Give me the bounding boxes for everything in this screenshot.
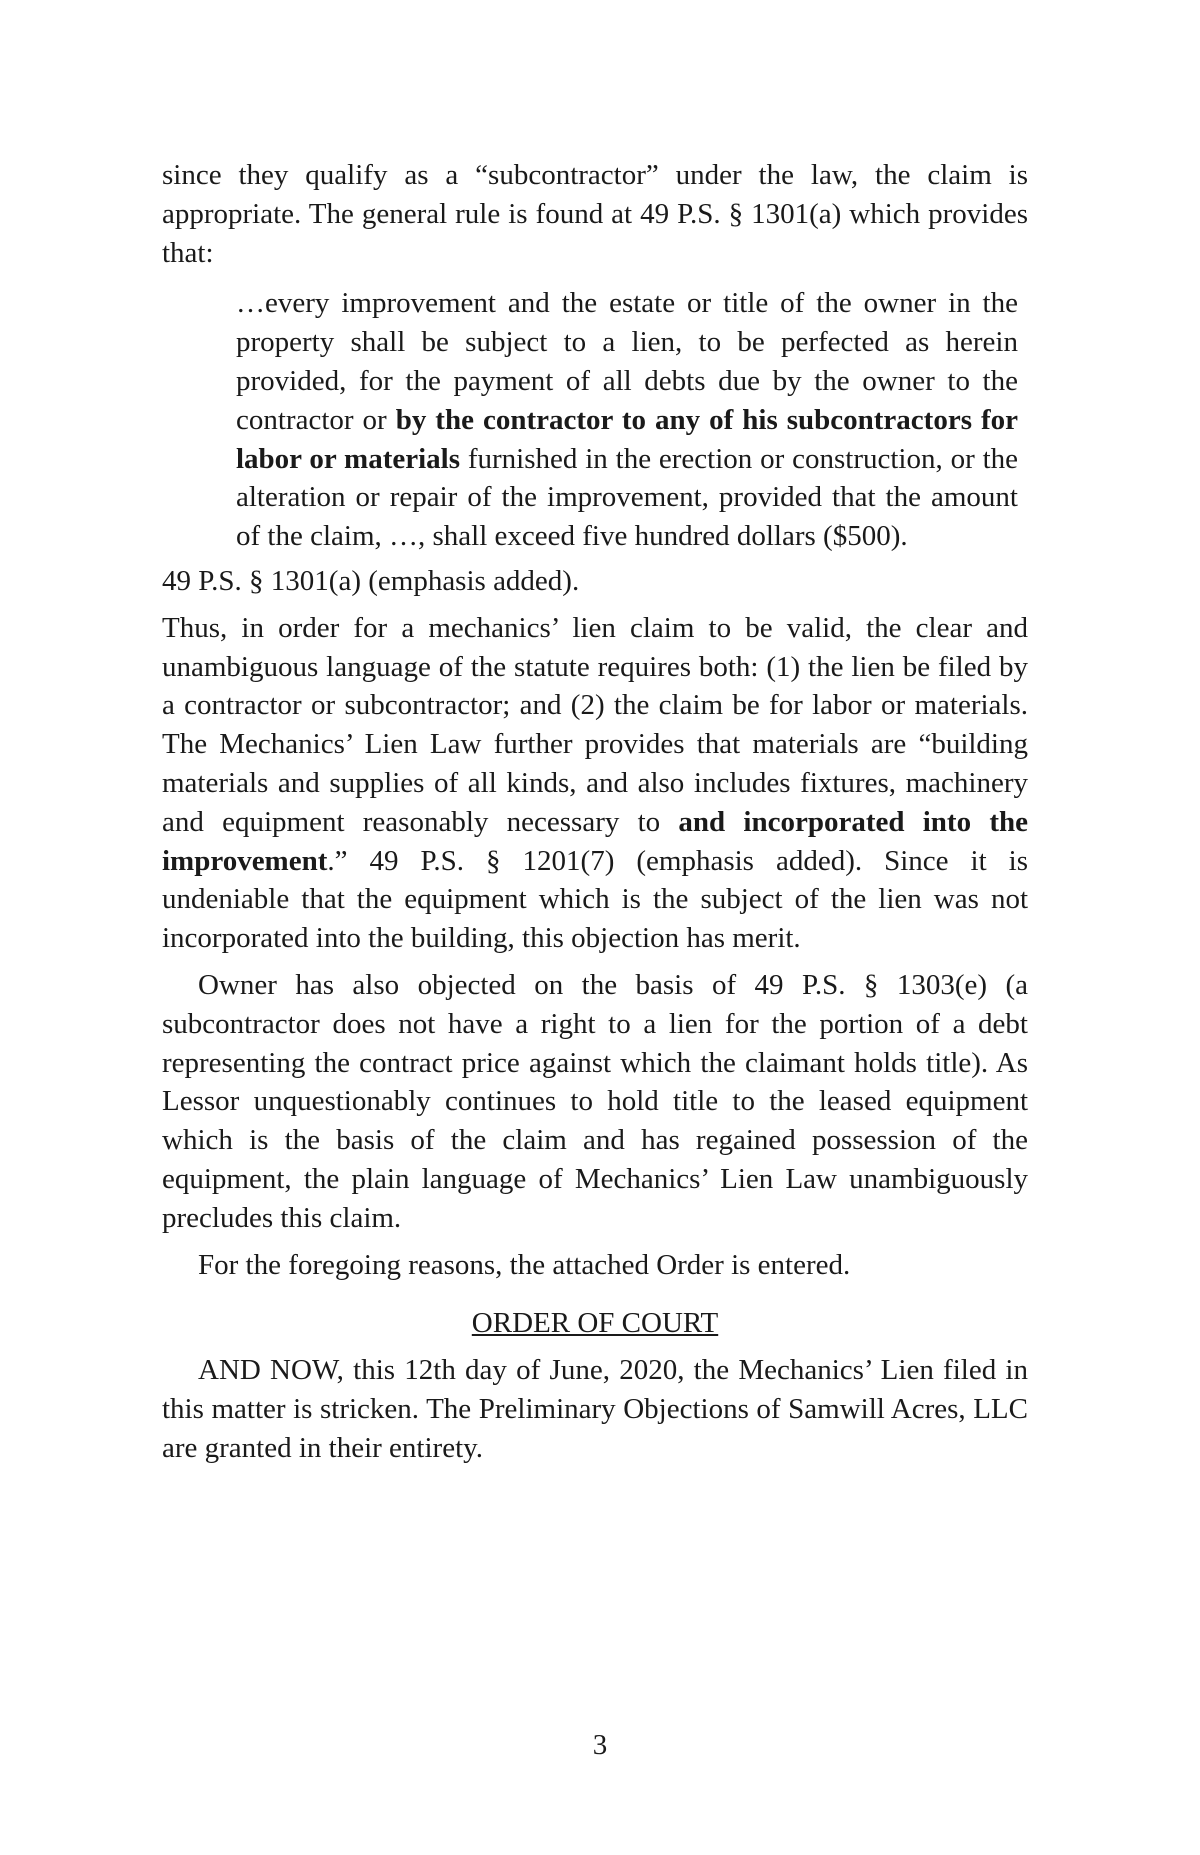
block-quote	[236, 284, 1018, 556]
thus-emphasis: and incorporated into the improvement	[162, 805, 1028, 877]
quote-text-end: furnished in the erection or construction, or the alteration or repair of the improvement, provided that the amount of the claim, …, shall exceed five hundred dollars ($500).	[236, 442, 1018, 553]
quote-emphasis: by the contractor to any of his subcontractors for labor or materials	[236, 403, 1018, 475]
owner-paragraph: Owner has also objected on the basis of 49 P.S. § 1303(e) (a subcontractor does not have a right to a lien for the portion of a debt representing the contract price against which the claimant holds title). As Lessor unquestionably continues to hold title to the leased equipment which is the basis of the claim and has regained possession of the equipment, the plain language of Mechanics’ Lien Law unambiguously precludes this claim.	[162, 968, 1028, 1234]
quote-citation: 49 P.S. § 1301(a) (emphasis added).	[162, 564, 580, 597]
quote-text-start: …every improvement and the estate or title of the owner in the property shall be subject to a lien, to be perfected as herein provided, for the payment of all debts due by the owner to the contractor or	[236, 287, 1018, 436]
intro-paragraph: since they qualify as a “subcontractor” under the law, the claim is appropriate. The general rule is found at 49 P.S. § 1301(a) which provides that:	[162, 159, 1028, 269]
foregoing-paragraph: For the foregoing reasons, the attached Order is entered.	[198, 1248, 851, 1281]
order-heading: ORDER OF COURT	[471, 1307, 719, 1340]
order-paragraph: AND NOW, this 12th day of June, 2020, the Mechanics’ Lien filed in this matter is stricken. The Preliminary Objections of Samwill Acres, LLC are granted in their entirety.	[162, 1354, 1028, 1464]
thus-paragraph	[162, 609, 1028, 958]
page-number: 3	[592, 1729, 608, 1761]
thus-text-start: Thus, in order for a mechanics’ lien claim to be valid, the clear and unambiguous language of the statute requires both: (1) the lien be filed by a contractor or subcontractor; and (2) the claim be for labor or materials. The Mechanics’ Lien Law further provides that materials are “building materials and supplies of all kinds, and also includes fixtures, machinery and equipment reasonably necessary to	[162, 611, 1028, 838]
thus-text-end: .” 49 P.S. § 1201(7) (emphasis added). Since it is undeniable that the equipment which is the subject of the lien was not incorporated into the building, this objection has merit.	[162, 844, 1028, 955]
document-page	[162, 156, 1028, 1468]
